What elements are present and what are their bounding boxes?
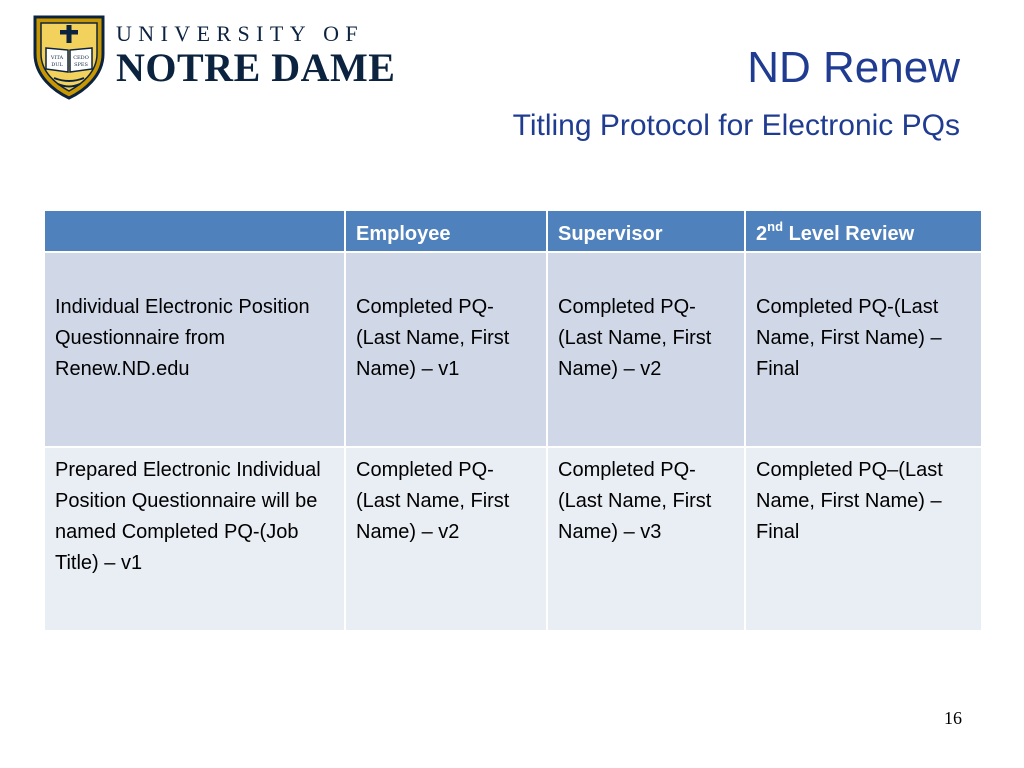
supervisor-cell	[547, 252, 745, 447]
row-label-cell	[44, 447, 345, 631]
notre-dame-shield-icon	[32, 14, 106, 100]
header-empty-cell	[44, 210, 345, 252]
slide-subtitle: Titling Protocol for Electronic PQs	[512, 109, 960, 142]
table-row	[44, 252, 982, 447]
header-supervisor: Supervisor	[547, 210, 745, 252]
svg-text:DUL: DUL	[51, 62, 63, 68]
cell-text: Completed PQ-(Last Name, First Name) – v2	[356, 459, 510, 543]
titling-protocol-table	[43, 209, 983, 632]
header-level-superscript: nd	[767, 218, 784, 234]
book-left-text: VITA	[50, 55, 64, 61]
svg-text:SPES: SPES	[74, 62, 88, 68]
cell-text: Completed PQ–(Last Name, First Name) – Final	[756, 459, 943, 543]
supervisor-cell	[547, 447, 745, 631]
page-number: 16	[944, 708, 962, 728]
header-employee: Employee	[345, 210, 547, 252]
cell-text: Individual Electronic Position Questionnaire from Renew.ND.edu	[55, 296, 310, 380]
header-level-suffix: Level Review	[783, 222, 915, 245]
cell-text: Completed PQ-(Last Name, First Name) – Final	[756, 296, 942, 380]
table-header-row	[44, 210, 982, 252]
cell-text: Completed PQ-(Last Name, First Name) – v1	[356, 296, 510, 380]
university-logo	[32, 14, 412, 102]
cell-text: Prepared Electronic Individual Position Questionnaire will be named Completed PQ-(Job Title) – v1	[55, 459, 321, 574]
header-second-level-review	[745, 210, 982, 252]
header-level-number: 2	[756, 222, 768, 245]
logo-wordmark-top: UNIVERSITY OF	[116, 21, 364, 46]
logo-wordmark-main: NOTRE DAME	[116, 45, 396, 90]
second-level-review-cell	[745, 252, 982, 447]
employee-cell	[345, 447, 547, 631]
row-label-cell	[44, 252, 345, 447]
cell-text: Completed PQ-(Last Name, First Name) – v2	[558, 296, 712, 380]
second-level-review-cell	[745, 447, 982, 631]
table-row	[44, 447, 982, 631]
cell-text: Completed PQ-(Last Name, First Name) – v3	[558, 459, 712, 543]
employee-cell	[345, 252, 547, 447]
slide-title: ND Renew	[747, 43, 960, 92]
book-right-text: CEDO	[73, 55, 89, 61]
